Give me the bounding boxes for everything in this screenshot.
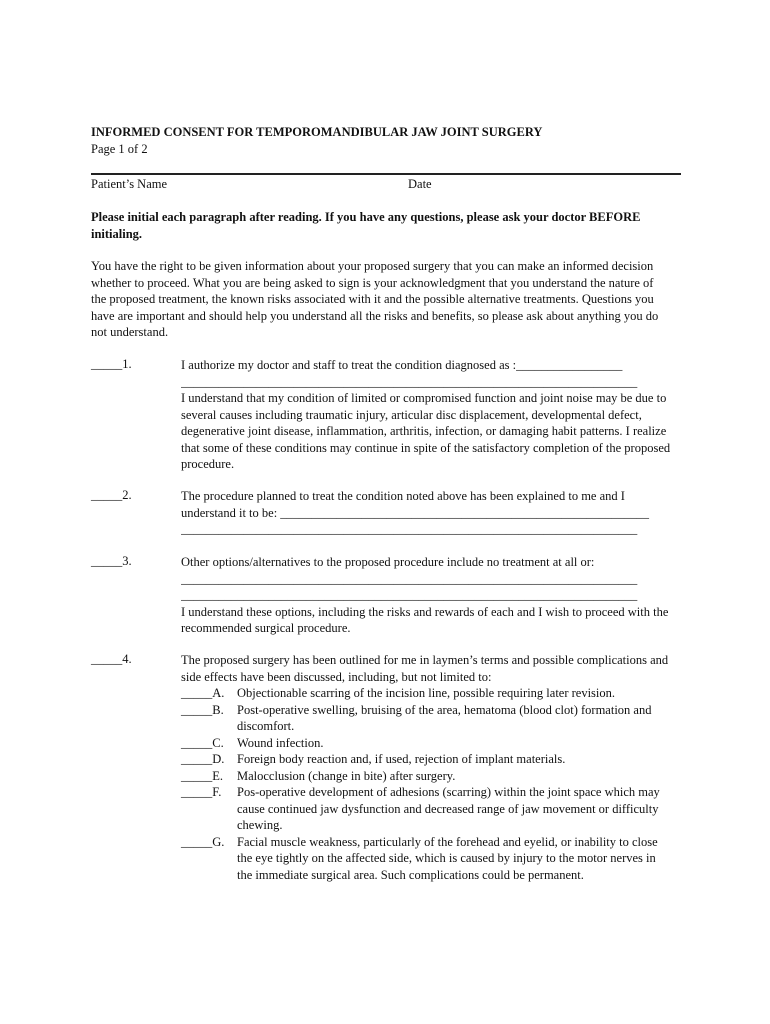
initial-blank-2[interactable]: _____2. <box>91 488 132 502</box>
complication-f-text: Pos-operative development of adhesions (scarring) within the joint space which may cause continued jaw dysfunction and decreased range of jaw movement or difficulty chewing. <box>237 785 660 832</box>
item-2-procedure-line[interactable]: understand it to be: ___________________________________________________________ <box>181 505 650 520</box>
item-1 <box>181 357 673 473</box>
intro-paragraph: You have the right to be given information about your proposed surgery that you can make an informed decision whether to proceed. What you are being asked to sign is your acknowledgment that you understand the nature of the proposed treatment, the known risks associated with it and the possible alternative treatments. Questions you have are important and should help you understand all the risks and benefits, so please ask about anything you do not understand. <box>91 259 659 339</box>
form-title: INFORMED CONSENT FOR TEMPOROMANDIBULAR JAW JOINT SURGERY <box>91 125 543 139</box>
complication-f <box>181 784 673 834</box>
complication-c <box>181 735 673 752</box>
complication-g-text: Facial muscle weakness, particularly of the forehead and eyelid, or inability to close the eye tightly on the affected side, which is caused by injury to the motor nerves in the immediate surgical area. Such complications could be permanent. <box>237 834 658 882</box>
complication-g-initial[interactable]: _____G. <box>181 834 225 849</box>
item-4-text: The proposed surgery has been outlined for me in laymen’s terms and possible complications and side effects have been discussed, including, but not limited to: <box>181 653 669 684</box>
complication-d <box>181 751 673 768</box>
complication-a-text: Objectionable scarring of the incision line, possible requiring later revision. <box>237 686 616 700</box>
item-1-text: I understand that my condition of limited or compromised function and joint noise may be due to several causes including traumatic injury, articular disc displacement, developmental defect, degenerative joint disease, inflammation, arthritis, infection, or damaging habit patterns. I realize that some of these conditions may continue in spite of the satisfactory completion of the proposed procedure. <box>181 391 671 471</box>
item-2-text: The procedure planned to treat the condition noted above has been explained to me and I <box>181 489 625 503</box>
item-1-diagnosis-line[interactable]: I authorize my doctor and staff to treat the condition diagnosed as :_________________ <box>181 358 623 372</box>
complication-e-initial[interactable]: _____E. <box>181 768 224 783</box>
item-3-blank-line-2[interactable]: _________________________________________________________________________ <box>181 588 638 602</box>
patient-name-label: Patient’s Name <box>91 177 168 191</box>
item-3 <box>181 554 673 637</box>
date-label: Date <box>408 177 432 191</box>
item-1-blank-line[interactable]: _________________________________________________________________________ <box>181 374 638 389</box>
complication-f-initial[interactable]: _____F. <box>181 785 222 799</box>
initial-blank-1[interactable]: _____1. <box>91 357 132 371</box>
page-number: Page 1 of 2 <box>91 142 148 156</box>
item-3-blank-line-1[interactable]: _________________________________________________________________________ <box>181 571 638 586</box>
complication-e <box>181 768 673 785</box>
header-rule <box>91 173 681 175</box>
item-3-ack-text: I understand these options, including the risks and rewards of each and I wish to proceed with the recommended surgical procedure. <box>181 604 669 635</box>
item-4 <box>181 652 673 883</box>
complication-b-text: Post-operative swelling, bruising of the area, hematoma (blood clot) formation and discomfort. <box>237 702 652 733</box>
complication-a <box>181 685 673 702</box>
complication-d-initial[interactable]: _____D. <box>181 752 225 766</box>
item-3-text: Other options/alternatives to the proposed procedure include no treatment at all or: <box>181 555 595 569</box>
instructions: Please initial each paragraph after reading. If you have any questions, please ask your doctor BEFORE initialing. <box>91 210 641 241</box>
item-2-blank-line[interactable]: _________________________________________________________________________ <box>181 522 638 536</box>
complication-b-initial[interactable]: _____B. <box>181 702 224 717</box>
complication-c-initial[interactable]: _____C. <box>181 735 224 750</box>
initial-blank-4[interactable]: _____4. <box>91 652 132 666</box>
complication-a-initial[interactable]: _____A. <box>181 686 225 700</box>
complication-b <box>181 702 673 735</box>
item-2 <box>181 488 673 538</box>
complication-d-text: Foreign body reaction and, if used, rejection of implant materials. <box>237 752 566 766</box>
complication-e-text: Malocclusion (change in bite) after surgery. <box>237 768 456 783</box>
initial-blank-3[interactable]: _____3. <box>91 554 132 568</box>
complication-c-text: Wound infection. <box>237 735 324 750</box>
complication-g <box>181 834 673 884</box>
